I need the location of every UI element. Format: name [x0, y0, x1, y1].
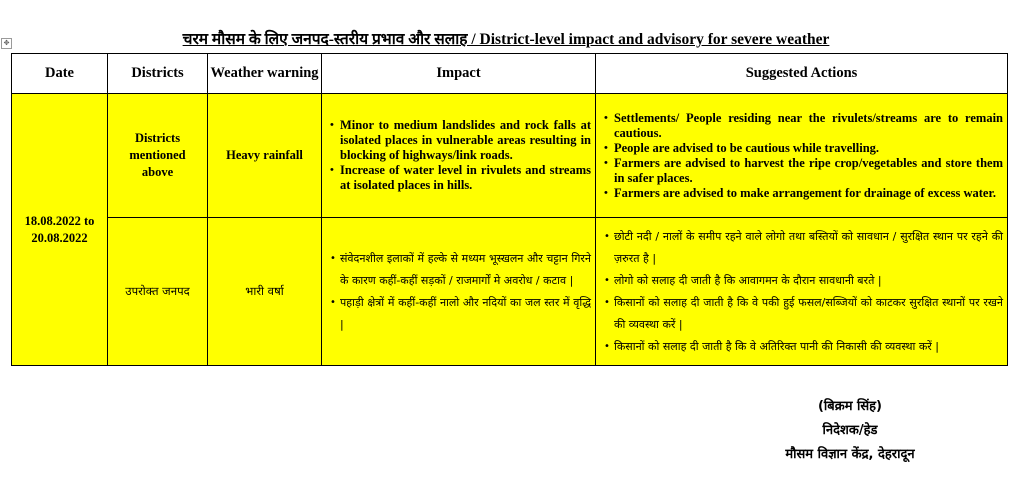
action-item: • छोटी नदी / नालों के समीप रहने वाले लोगो तथा बस्तियों को सावधान / सुरक्षित स्थान पर रहने की ज़रुरत है |	[604, 226, 1003, 270]
header-impact: Impact	[322, 54, 596, 94]
districts-cell	[108, 218, 208, 366]
table-row	[12, 218, 1008, 366]
actions-list	[596, 226, 1007, 358]
header-date: Date	[12, 54, 108, 94]
date-range-cell	[12, 94, 108, 366]
action-item: • किसानों को सलाह दी जाती है कि वे पकी हुई फसल/सब्जियों को काटकर सुरक्षित स्थानों पर रखने की व्यवस्था करें |	[604, 292, 1003, 336]
impact-item: • Increase of water level in rivulets and streams at isolated places in hills.	[330, 163, 591, 193]
header-weather-warning: Weather warning	[208, 54, 322, 94]
signature-office: मौसम विज्ञान केंद्र, देहरादून	[785, 447, 915, 462]
action-item: • Farmers are advised to make arrangement for drainage of excess water.	[604, 186, 1003, 201]
action-item: • Settlements/ People residing near the rivulets/streams are to remain cautious.	[604, 111, 1003, 141]
action-item: • किसानों को सलाह दी जाती है कि वे अतिरिक्त पानी की निकासी की व्यवस्था करें |	[604, 336, 1003, 358]
header-districts: Districts	[108, 54, 208, 94]
warning-text: Heavy rainfall	[226, 148, 303, 162]
impact-item: • Minor to medium landslides and rock falls at isolated places in vulnerable areas resulting in blocking of highways/link roads.	[330, 118, 591, 163]
actions-cell	[596, 218, 1008, 366]
warning-text: भारी वर्षा	[245, 284, 284, 298]
warning-cell	[208, 94, 322, 218]
districts-text: Districts mentioned above	[129, 131, 186, 179]
districts-cell	[108, 94, 208, 218]
page-title: चरम मौसम के लिए जनपद-स्तरीय प्रभाव और सलाह / District-level impact and advisory for severe weather	[182, 31, 830, 48]
impact-list	[322, 118, 595, 193]
actions-list	[596, 111, 1007, 201]
signature-name: (बिक्रम सिंह)	[817, 399, 882, 414]
impact-cell	[322, 94, 596, 218]
advisory-table	[11, 53, 1008, 366]
districts-text: उपरोक्त जनपद	[125, 284, 190, 298]
impact-cell	[322, 218, 596, 366]
table-row	[12, 94, 1008, 218]
impact-list	[322, 248, 595, 336]
table-move-handle[interactable]: ✥	[1, 38, 12, 49]
impact-item: • संवेदनशील इलाकों में हल्के से मध्यम भूस्खलन और चट्टान गिरने के कारण कहीं-कहीं सड़कों / राजमार्गों मे अवरोध / कटाव |	[330, 248, 591, 292]
date-range: 18.08.2022 to 20.08.2022	[24, 213, 95, 245]
warning-cell	[208, 218, 322, 366]
signature-designation: निदेशक/हेड	[822, 423, 878, 438]
impact-item: • पहाड़ी क्षेत्रों में कहीं-कहीं नालो और नदियों का जल स्तर में वृद्धि |	[330, 292, 591, 336]
actions-cell	[596, 94, 1008, 218]
action-item: • लोगो को सलाह दी जाती है कि आवागमन के दौरान सावधानी बरते |	[604, 270, 1003, 292]
header-suggested-actions: Suggested Actions	[596, 54, 1008, 94]
header-row	[12, 54, 1008, 94]
action-item: • People are advised to be cautious while travelling.	[604, 141, 1003, 156]
action-item: • Farmers are advised to harvest the ripe crop/vegetables and store them in safer places.	[604, 156, 1003, 186]
